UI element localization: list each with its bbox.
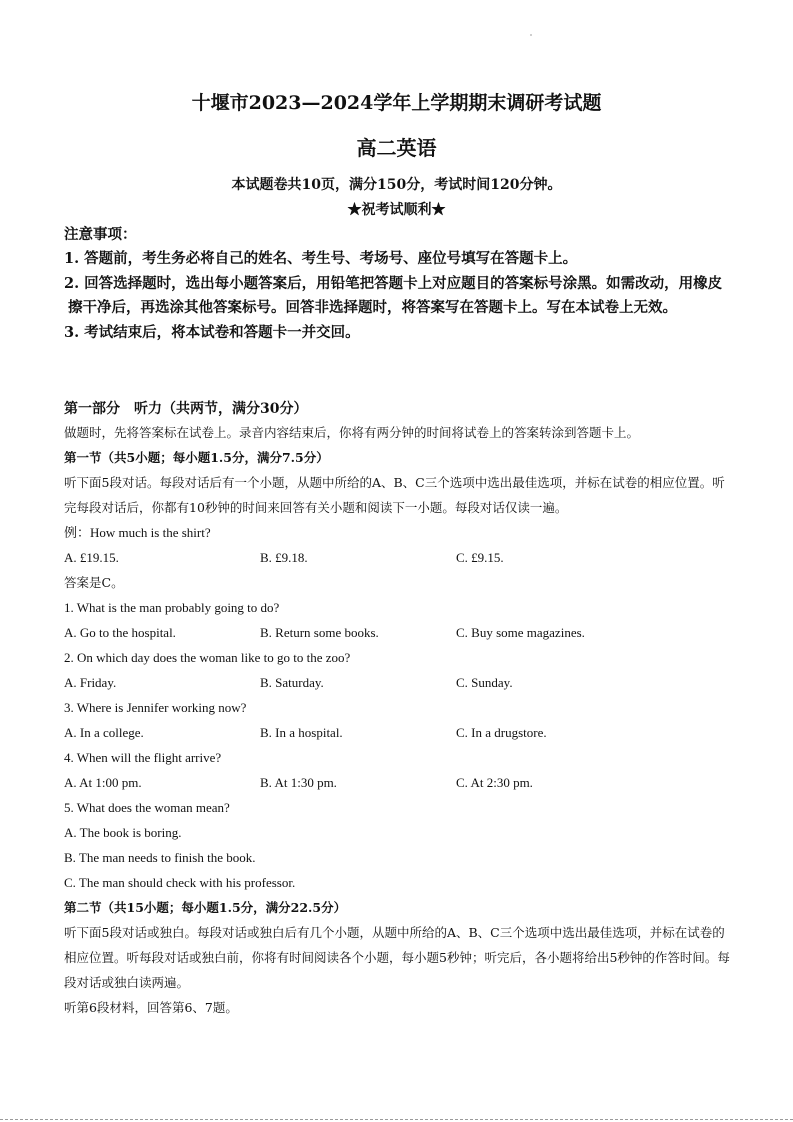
q1-option-c: C. Buy some magazines. bbox=[456, 625, 585, 640]
q2-option-c: C. Sunday. bbox=[456, 675, 513, 690]
question-5: 5. What does the woman mean? bbox=[64, 800, 230, 815]
section2-heading: 第二节（共15小题；每小题1.5分，满分22.5分） bbox=[64, 900, 347, 915]
q5-option-a: A. The book is boring. bbox=[64, 825, 182, 840]
q4-option-b: B. At 1:30 pm. bbox=[260, 775, 337, 790]
example-option-a: A. £19.15. bbox=[64, 550, 119, 565]
q2-option-a: A. Friday. bbox=[64, 675, 117, 690]
question-2: 2. On which day does the woman like to go to the zoo? bbox=[64, 650, 351, 665]
q1-option-a: A. Go to the hospital. bbox=[64, 625, 176, 640]
page-bottom-border bbox=[0, 1119, 793, 1120]
q3-option-b: B. In a hospital. bbox=[260, 725, 343, 740]
section2-material: 听第6段材料，回答第6、7题。 bbox=[64, 1000, 238, 1015]
exam-info: 本试题卷共10页，满分150分，考试时间120分钟。 bbox=[231, 177, 562, 193]
example-options bbox=[64, 545, 736, 570]
question-1: 1. What is the man probably going to do? bbox=[64, 600, 280, 615]
section1-heading: 第一节（共5小题；每小题1.5分，满分7.5分） bbox=[64, 450, 329, 465]
question-2-options bbox=[64, 670, 736, 695]
part1-intro: 做题时，先将答案标在试卷上。录音内容结束后，你将有两分钟的时间将试卷上的答案转涂到答题卡上。 bbox=[64, 425, 640, 440]
exam-wish: ★祝考试顺利★ bbox=[347, 202, 446, 218]
q1-option-b: B. Return some books. bbox=[260, 625, 379, 640]
scan-speck bbox=[530, 34, 532, 36]
exam-title: 十堰市2023—2024学年上学期期末调研考试题 bbox=[191, 92, 602, 114]
example-option-b: B. £9.18. bbox=[260, 550, 308, 565]
example-answer: 答案是C。 bbox=[64, 575, 124, 590]
q4-option-c: C. At 2:30 pm. bbox=[456, 775, 533, 790]
section1-instructions: 听下面5段对话。每段对话后有一个小题，从题中所给的A、B、C三个选项中选出最佳选项，并标在试卷的相应位置。听完每段对话后，你都有10秒钟的时间来回答有关小题和阅读下一小题。每段对话仅读一遍。 bbox=[64, 475, 725, 515]
notes-item-3: 3. 考试结束后，将本试卷和答题卡一并交回。 bbox=[64, 323, 360, 341]
question-4: 4. When will the flight arrive? bbox=[64, 750, 222, 765]
q4-option-a: A. At 1:00 pm. bbox=[64, 775, 142, 790]
q5-option-c: C. The man should check with his professor. bbox=[64, 875, 296, 890]
q5-option-b: B. The man needs to finish the book. bbox=[64, 850, 256, 865]
notes-heading: 注意事项： bbox=[64, 226, 137, 243]
q2-option-b: B. Saturday. bbox=[260, 675, 324, 690]
exam-subject: 高二英语 bbox=[356, 136, 437, 160]
notes-item-1: 1. 答题前，考生务必将自己的姓名、考生号、考场号、座位号填写在答题卡上。 bbox=[64, 250, 578, 268]
part1-heading: 第一部分 听力（共两节，满分30分） bbox=[64, 401, 308, 417]
question-1-options bbox=[64, 620, 736, 645]
question-3: 3. Where is Jennifer working now? bbox=[64, 700, 247, 715]
notes-item-2: 2. 回答选择题时，选出每小题答案后，用铅笔把答题卡上对应题目的答案标号涂黑。如需改动，用橡皮擦干净后，再选涂其他答案标号。回答非选择题时，将答案写在答题卡上。写在本试卷上无效。 bbox=[64, 274, 723, 317]
notes-block bbox=[64, 223, 736, 345]
part1-body bbox=[64, 420, 736, 1020]
section2-instructions: 听下面5段对话或独白。每段对话或独白后有几个小题，从题中所给的A、B、C三个选项中选出最佳选项，并标在试卷的相应位置。听每段对话或独白前，你将有时间阅读各个小题，每小题5秒钟；听完后，各小题将给出5秒钟的作答时间。每段对话或独白读两遍。 bbox=[64, 925, 730, 990]
q3-option-c: C. In a drugstore. bbox=[456, 725, 547, 740]
example-question: 例：How much is the shirt? bbox=[64, 525, 211, 540]
question-3-options bbox=[64, 720, 736, 745]
question-4-options bbox=[64, 770, 736, 795]
q3-option-a: A. In a college. bbox=[64, 725, 144, 740]
example-option-c: C. £9.15. bbox=[456, 550, 504, 565]
